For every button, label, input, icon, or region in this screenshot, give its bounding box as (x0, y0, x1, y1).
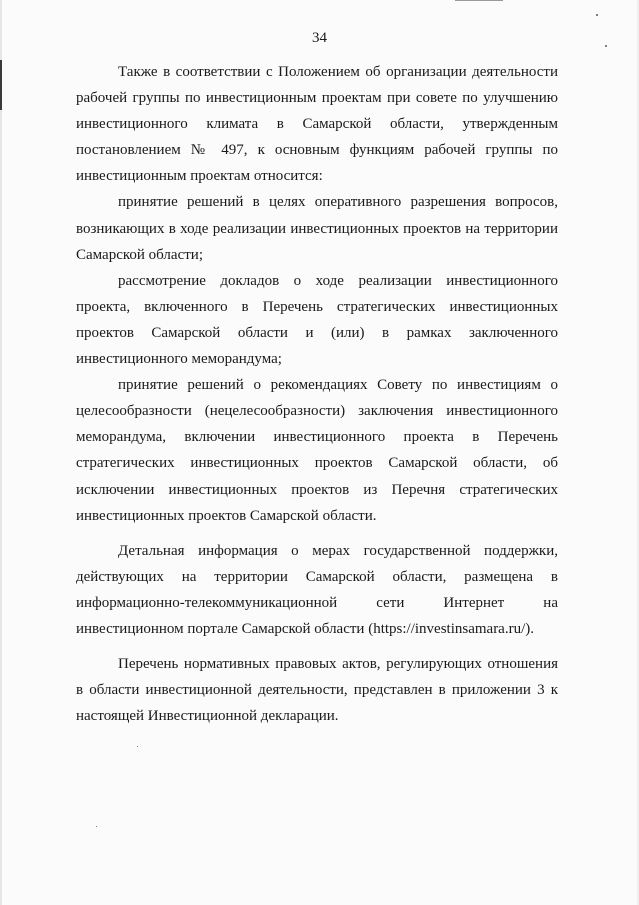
paragraph: Перечень нормативных правовых актов, регулирующих отношения в области инвестиционной деятельности, представлен в приложении 3 к настоящей Инвестиционной декларации. (76, 656, 558, 725)
scan-top-line (455, 0, 503, 1)
body-text (76, 59, 558, 729)
paragraph: принятие решений в целях оперативного разрешения вопросов, возникающих в ходе реализации инвестиционных проектов на территории Самарской области; (76, 194, 558, 263)
scan-left-edge (0, 0, 2, 905)
paragraph: Также в соответствии с Положением об организации деятельности рабочей группы по инвестиционным проектам при совете по улучшению инвестиционного климата в Самарской области, утвержденным постановлением № 497, к основным функциям рабочей группы по инвестиционным проектам относится: (76, 64, 558, 185)
scan-speck (137, 746, 138, 747)
paragraph: Детальная информация о мерах государственной поддержки, действующих на территории Самарской области, размещена в информационно-телекоммуникационной сети Интернет на инвестиционном портале Самарской области (https://investinsamara.ru/). (76, 542, 558, 637)
paragraph: рассмотрение докладов о ходе реализации инвестиционного проекта, включенного в Перечень стратегических инвестиционных проектов Самарской области и (или) в рамках заключенного инвестиционного меморандума; (76, 272, 558, 368)
scan-speck (96, 826, 97, 827)
scan-left-edge-mark (0, 60, 2, 110)
scan-speck (596, 14, 598, 16)
paragraph: принятие решений о рекомендациях Совету по инвестициям о целесообразности (нецелесообразности) заключения инвестиционного меморандума, включении инвестиционного проекта в Перечень стратегических инвестиционных проектов Самарской области, об исключении инвестиционных проектов из Перечня стратегических инвестиционных проектов Самарской области. (76, 377, 558, 524)
page-number: 34 (312, 30, 327, 46)
